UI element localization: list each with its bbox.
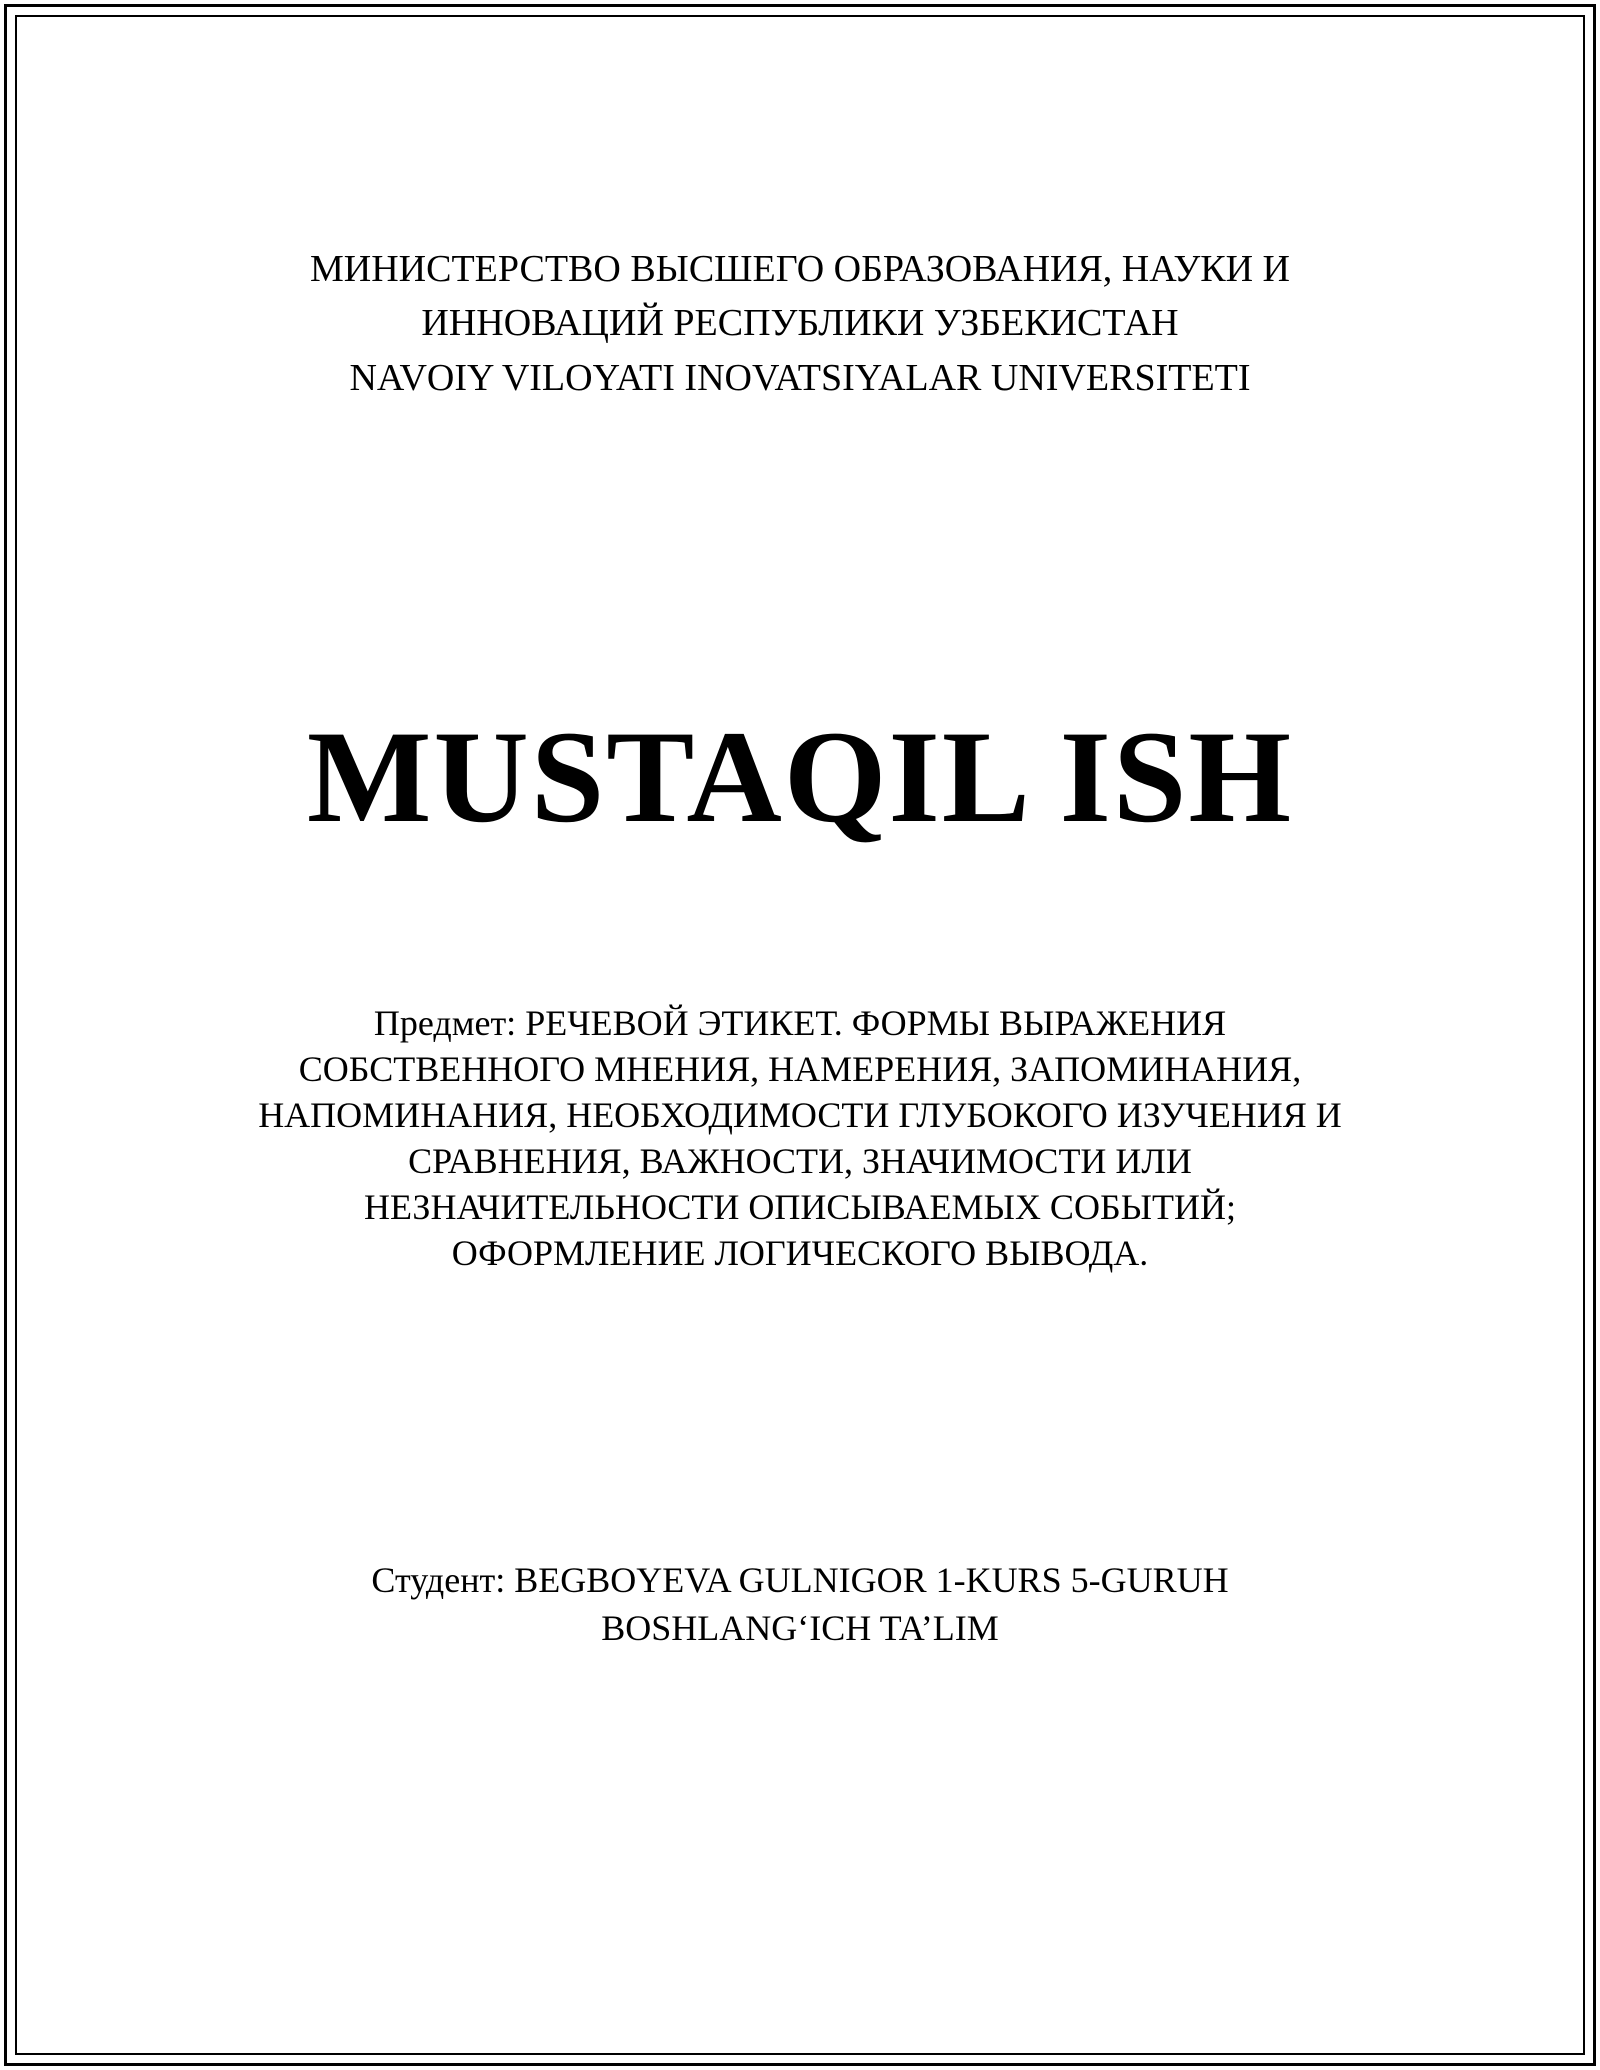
- ministry-line-1: МИНИСТЕРСТВО ВЫСШЕГО ОБРАЗОВАНИЯ, НАУКИ И: [310, 248, 1290, 290]
- student-line-2: BOSHLANG‘ICH TA’LIM: [601, 1608, 999, 1648]
- subject-line-4: СРАВНЕНИЯ, ВАЖНОСТИ, ЗНАЧИМОСТИ ИЛИ: [408, 1141, 1192, 1181]
- ministry-line-2: ИННОВАЦИЙ РЕСПУБЛИКИ УЗБЕКИСТАН: [421, 302, 1179, 344]
- subject-line-6: ОФОРМЛЕНИЕ ЛОГИЧЕСКОГО ВЫВОДА.: [451, 1233, 1149, 1273]
- student-line-1: Студент: BEGBOYEVA GULNIGOR 1-KURS 5-GURUH: [371, 1560, 1229, 1600]
- subject-line-5: НЕЗНАЧИТЕЛЬНОСТИ ОПИСЫВАЕМЫХ СОБЫТИЙ;: [363, 1187, 1236, 1227]
- university-name: NAVOIY VILOYATI INOVATSIYALAR UNIVERSITETI: [349, 357, 1251, 399]
- document-title: MUSTAQIL ISH: [306, 703, 1294, 850]
- subject-line-3: НАПОМИНАНИЯ, НЕОБХОДИМОСТИ ГЛУБОКОГО ИЗУЧЕНИЯ И: [258, 1095, 1342, 1135]
- subject-line-2: СОБСТВЕННОГО МНЕНИЯ, НАМЕРЕНИЯ, ЗАПОМИНАНИЯ,: [298, 1049, 1302, 1089]
- subject-line-1: Предмет: РЕЧЕВОЙ ЭТИКЕТ. ФОРМЫ ВЫРАЖЕНИЯ: [373, 1003, 1227, 1043]
